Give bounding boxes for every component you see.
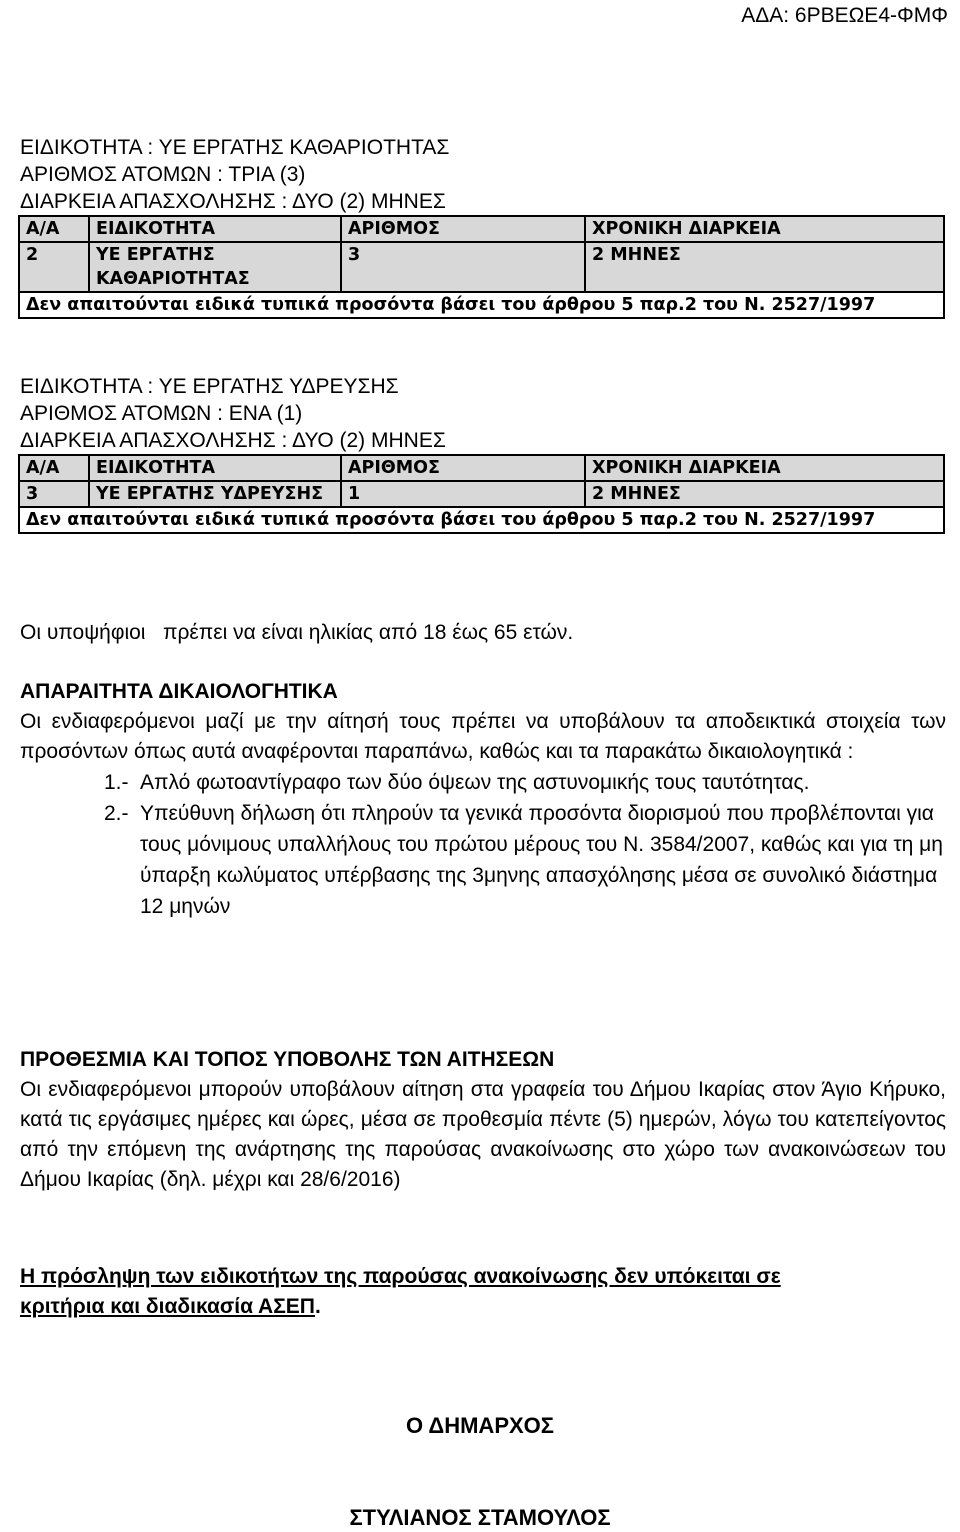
duration-line: ΔΙΑΡΚΕΙΑ ΑΠΑΣΧΟΛΗΣΗΣ : ΔΥΟ (2) ΜΗΝΕΣ [20, 190, 446, 213]
cell-specialty: ΥΕ ΕΡΓΑΤΗΣ ΚΑΘΑΡΙΟΤΗΤΑΣ [89, 242, 341, 292]
asep-period: . [314, 1295, 321, 1318]
col-header-duration: ΧΡΟΝΙΚΗ ΔΙΑΡΚΕΙΑ [585, 216, 944, 242]
specialty-table [18, 454, 945, 534]
qualification-note: Δεν απαιτούνται ειδικά τυπικά προσόντα βάσει του άρθρου 5 παρ.2 του Ν. 2527/1997 [19, 292, 944, 318]
age-line: Οι υποψήφιοι πρέπει να είναι ηλικίας από 18 έως 65 ετών. [20, 621, 574, 644]
table-note-row [19, 292, 944, 318]
deadline-section [20, 1045, 946, 1195]
documents-section [20, 677, 946, 922]
cell-specialty: ΥΕ ΕΡΓΑΤΗΣ ΥΔΡΕΥΣΗΣ [89, 481, 341, 507]
specialty-line: ΕΙΔΙΚΟΤΗΤΑ : ΥΕ ΕΡΓΑΤΗΣ ΚΑΘΑΡΙΟΤΗΤΑΣ [20, 136, 450, 159]
duration-line: ΔΙΑΡΚΕΙΑ ΑΠΑΣΧΟΛΗΣΗΣ : ΔΥΟ (2) ΜΗΝΕΣ [20, 429, 446, 452]
specialty-line: ΕΙΔΙΚΟΤΗΤΑ : ΥΕ ΕΡΓΑΤΗΣ ΥΔΡΕΥΣΗΣ [20, 375, 399, 398]
ada-code: ΑΔΑ: 6ΡΒΕΩΕ4-ΦΜΦ [741, 4, 948, 27]
cell-duration: 2 ΜΗΝΕΣ [585, 242, 944, 292]
signature-title: Ο ΔΗΜΑΡΧΟΣ [406, 1413, 554, 1438]
cell-duration: 2 ΜΗΝΕΣ [585, 481, 944, 507]
persons-line: ΑΡΙΘΜΟΣ ΑΤΟΜΩΝ : ΕΝΑ (1) [20, 402, 303, 425]
documents-intro: Οι ενδιαφερόμενοι μαζί με την αίτησή τους πρέπει να υποβάλουν τα αποδεικτικά στοιχεία των προσόντων όπως αυτά αναφέρονται παραπάνω, καθώς και τα παρακάτω δικαιολογητικά : [20, 710, 946, 763]
col-header-number: ΑΡΙΘΜΟΣ [341, 455, 585, 481]
asep-note-text: Η πρόσληψη των ειδικοτήτων της παρούσας ανακοίνωσης δεν υπόκειται σε κριτήρια και διαδικασία ΑΣΕΠ [20, 1265, 781, 1318]
documents-list [20, 767, 946, 922]
specialty-section-cleaning [20, 134, 946, 319]
qualification-note: Δεν απαιτούνται ειδικά τυπικά προσόντα βάσει του άρθρου 5 παρ.2 του Ν. 2527/1997 [19, 507, 944, 533]
documents-heading: ΑΠΑΡΑΙΤΗΤΑ ΔΙΚΑΙΟΛΟΓΗΤΙΚΑ [20, 680, 338, 703]
cell-number: 3 [341, 242, 585, 292]
deadline-heading: ΠΡΟΘΕΣΜΙΑ ΚΑΙ ΤΟΠΟΣ ΥΠΟΒΟΛΗΣ ΤΩΝ ΑΙΤΗΣΕΩΝ [20, 1048, 555, 1071]
item-text: Απλό φωτοαντίγραφο των δύο όψεων της αστυνομικής τους ταυτότητας. [140, 771, 810, 794]
cell-aa: 2 [19, 242, 89, 292]
cell-number: 1 [341, 481, 585, 507]
asep-note [20, 1262, 840, 1322]
col-header-aa: Α/Α [19, 455, 89, 481]
specialty-table [18, 215, 945, 319]
item-number: 2.- [104, 802, 129, 825]
col-header-specialty: ΕΙΔΙΚΟΤΗΤΑ [89, 216, 341, 242]
list-item [20, 798, 946, 922]
col-header-aa: Α/Α [19, 216, 89, 242]
age-requirement [20, 619, 946, 646]
table-header-row [19, 455, 944, 481]
list-item [20, 767, 946, 798]
table-row [19, 242, 944, 292]
table-row [19, 481, 944, 507]
persons-line: ΑΡΙΘΜΟΣ ΑΤΟΜΩΝ : ΤΡΙΑ (3) [20, 163, 306, 186]
col-header-number: ΑΡΙΘΜΟΣ [341, 216, 585, 242]
col-header-duration: ΧΡΟΝΙΚΗ ΔΙΑΡΚΕΙΑ [585, 455, 944, 481]
specialty-section-water [20, 373, 946, 534]
deadline-text: Οι ενδιαφερόμενοι μπορούν υποβάλουν αίτηση στα γραφεία του Δήμου Ικαρίας στον Άγιο Κήρυκο, κατά τις εργάσιμες ημέρες και ώρες, μέσα σε προθεσμία πέντε (5) ημερών, λόγω του κατεπείγοντος από την επόμενη της ανάρτησης της παρούσας ανακοίνωσης στο χώρο των ανακοινώσεων του Δήμου Ικαρίας (δηλ. μέχρι και 28/6/2016) [20, 1078, 946, 1191]
item-text: Υπεύθυνη δήλωση ότι πληρούν τα γενικά προσόντα διορισμού που προβλέπονται για τους μόνιμους υπαλλήλους του πρώτου μέρους του Ν. 3584/2007, καθώς και για τη μη ύπαρξη κωλύματος υπέρβασης της 3μηνης απασχόλησης μέσα σε συνολικό διάστημα 12 μηνών [140, 802, 943, 918]
cell-aa: 3 [19, 481, 89, 507]
col-header-specialty: ΕΙΔΙΚΟΤΗΤΑ [89, 455, 341, 481]
asep-section [20, 1262, 840, 1322]
signature-name: ΣΤΥΛΙΑΝΟΣ ΣΤΑΜΟΥΛΟΣ [349, 1505, 611, 1530]
table-note-row [19, 507, 944, 533]
table-header-row [19, 216, 944, 242]
item-number: 1.- [104, 771, 129, 794]
